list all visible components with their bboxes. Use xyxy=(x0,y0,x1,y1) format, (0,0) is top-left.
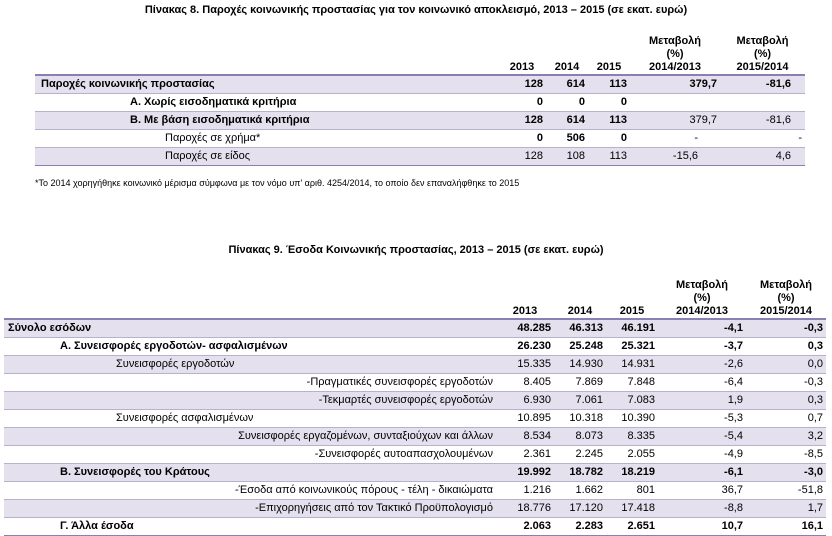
cell: -3,0 xyxy=(746,464,826,482)
cell: 36,7 xyxy=(658,482,746,500)
table8-title: Πίνακας 8. Παροχές κοινωνικής προστασίας για τον κοινωνικό αποκλεισμό, 2013 – 2015 (σε εκατ. ευρώ) xyxy=(144,4,688,16)
cell: 10,7 xyxy=(658,518,746,536)
cell: 0 xyxy=(588,94,630,112)
column-header: 2014 xyxy=(554,268,606,319)
cell: 25.321 xyxy=(606,338,658,356)
table9 xyxy=(4,268,826,536)
table8-header-row xyxy=(35,30,805,75)
row-label: Παροχές σε χρήμα* xyxy=(35,130,498,148)
cell: 19.992 xyxy=(496,464,554,482)
cell: 8.073 xyxy=(554,428,606,446)
table-row xyxy=(4,319,826,338)
row-label: -Πραγματικές συνεισφορές εργοδοτών xyxy=(4,374,496,392)
column-header: 2014 xyxy=(546,30,588,75)
row-label: -Έσοδα από κοινωνικούς πόρους - τέλη - δικαιώματα xyxy=(4,482,496,500)
cell: 14.930 xyxy=(554,356,606,374)
cell: 26.230 xyxy=(496,338,554,356)
cell: 2.283 xyxy=(554,518,606,536)
cell: -8,5 xyxy=(746,446,826,464)
row-label: Β. Συνεισφορές του Κράτους xyxy=(4,464,496,482)
cell: 0 xyxy=(498,130,546,148)
cell: 1,7 xyxy=(746,500,826,518)
cell: -51,8 xyxy=(746,482,826,500)
cell: 1,9 xyxy=(658,392,746,410)
cell: -8,8 xyxy=(658,500,746,518)
cell: 0,3 xyxy=(746,338,826,356)
table9-title: Πίνακας 9. Έσοδα Κοινωνικής προστασίας, 2013 – 2015 (σε εκατ. ευρώ) xyxy=(228,244,604,256)
row-label: -Επιχορηγήσεις από τον Τακτικό Προϋπολογισμό xyxy=(4,500,496,518)
cell: 128 xyxy=(498,112,546,130)
column-header: 2015 xyxy=(588,30,630,75)
column-header: Μεταβολή (%) 2014/2013 xyxy=(658,268,746,319)
table-row xyxy=(4,464,826,482)
table-row xyxy=(4,500,826,518)
cell: 128 xyxy=(498,148,546,166)
table-row xyxy=(35,130,805,148)
cell: -3,7 xyxy=(658,338,746,356)
row-label: Α. Χωρίς εισοδηματικά κριτήρια xyxy=(35,94,498,112)
table-row xyxy=(4,518,826,536)
table-row xyxy=(35,94,805,112)
cell: 113 xyxy=(588,148,630,166)
cell: -0,3 xyxy=(746,374,826,392)
cell: -4,1 xyxy=(658,319,746,338)
cell: 614 xyxy=(546,112,588,130)
table8 xyxy=(35,30,805,166)
cell: 0,7 xyxy=(746,410,826,428)
cell: 25.248 xyxy=(554,338,606,356)
cell: 801 xyxy=(606,482,658,500)
column-header: 2015 xyxy=(606,268,658,319)
cell: 10.318 xyxy=(554,410,606,428)
cell: -4,9 xyxy=(658,446,746,464)
cell: 128 xyxy=(498,75,546,94)
cell: 8.534 xyxy=(496,428,554,446)
column-header: 2013 xyxy=(498,30,546,75)
cell: 2.245 xyxy=(554,446,606,464)
table-row xyxy=(35,112,805,130)
cell: -81,6 xyxy=(720,75,805,94)
table-row xyxy=(4,428,826,446)
cell: 10.895 xyxy=(496,410,554,428)
cell: -5,4 xyxy=(658,428,746,446)
cell: 16,1 xyxy=(746,518,826,536)
cell: 2.651 xyxy=(606,518,658,536)
cell: -15,6 xyxy=(630,148,720,166)
cell: 18.219 xyxy=(606,464,658,482)
row-label: -Τεκμαρτές συνεισφορές εργοδοτών xyxy=(4,392,496,410)
row-label: Παροχές σε είδος xyxy=(35,148,498,166)
cell: -81,6 xyxy=(720,112,805,130)
cell: 0 xyxy=(546,94,588,112)
cell: 46.313 xyxy=(554,319,606,338)
cell: 0 xyxy=(588,130,630,148)
cell: 17.418 xyxy=(606,500,658,518)
cell: 18.776 xyxy=(496,500,554,518)
cell: 113 xyxy=(588,75,630,94)
cell: 8.405 xyxy=(496,374,554,392)
table-row xyxy=(4,446,826,464)
cell: 17.120 xyxy=(554,500,606,518)
row-label: Σύνολο εσόδων xyxy=(4,319,496,338)
cell: 0 xyxy=(498,94,546,112)
cell: 48.285 xyxy=(496,319,554,338)
row-label: Παροχές κοινωνικής προστασίας xyxy=(35,75,498,94)
row-label: -Συνεισφορές αυτοαπασχολουμένων xyxy=(4,446,496,464)
table-row xyxy=(35,148,805,166)
cell: -5,3 xyxy=(658,410,746,428)
cell: 2.361 xyxy=(496,446,554,464)
cell: 6.930 xyxy=(496,392,554,410)
cell: 15.335 xyxy=(496,356,554,374)
cell: -0,3 xyxy=(746,319,826,338)
table-row xyxy=(4,410,826,428)
cell: 7.869 xyxy=(554,374,606,392)
cell: 0,0 xyxy=(746,356,826,374)
table-row xyxy=(35,75,805,94)
cell xyxy=(720,94,805,112)
cell: -2,6 xyxy=(658,356,746,374)
row-label: Α. Συνεισφορές εργοδοτών- ασφαλισμένων xyxy=(4,338,496,356)
table-row xyxy=(4,374,826,392)
cell: 379,7 xyxy=(630,112,720,130)
cell: -6,1 xyxy=(658,464,746,482)
cell: 3,2 xyxy=(746,428,826,446)
cell: 8.335 xyxy=(606,428,658,446)
column-header: Μεταβολή (%) 2015/2014 xyxy=(720,30,805,75)
row-label: Β. Με βάση εισοδηματικά κριτήρια xyxy=(35,112,498,130)
cell: 4,6 xyxy=(720,148,805,166)
cell: 18.782 xyxy=(554,464,606,482)
cell xyxy=(630,94,720,112)
cell: 113 xyxy=(588,112,630,130)
table9-header-row xyxy=(4,268,826,319)
cell: 2.063 xyxy=(496,518,554,536)
cell: 1.662 xyxy=(554,482,606,500)
cell: 108 xyxy=(546,148,588,166)
row-label: Συνεισφορές εργαζομένων, συνταξιούχων και άλλων xyxy=(4,428,496,446)
cell: 7.061 xyxy=(554,392,606,410)
cell: 506 xyxy=(546,130,588,148)
row-label: Συνεισφορές εργοδοτών xyxy=(4,356,496,374)
cell: 2.055 xyxy=(606,446,658,464)
cell: 7.848 xyxy=(606,374,658,392)
column-header: Μεταβολή (%) 2014/2013 xyxy=(630,30,720,75)
row-label: Συνεισφορές ασφαλισμένων xyxy=(4,410,496,428)
cell: 614 xyxy=(546,75,588,94)
cell: 1.216 xyxy=(496,482,554,500)
row-label: Γ. Άλλα έσοδα xyxy=(4,518,496,536)
table-row xyxy=(4,482,826,500)
cell: 379,7 xyxy=(630,75,720,94)
cell: - xyxy=(720,130,805,148)
cell: 46.191 xyxy=(606,319,658,338)
cell: -6,4 xyxy=(658,374,746,392)
cell: 7.083 xyxy=(606,392,658,410)
cell: - xyxy=(630,130,720,148)
cell: 10.390 xyxy=(606,410,658,428)
table-row xyxy=(4,356,826,374)
cell: 14.931 xyxy=(606,356,658,374)
column-header: 2013 xyxy=(496,268,554,319)
table8-footnote: *Το 2014 χορηγήθηκε κοινωνικό μέρισμα σύμφωνα με τον νόμο υπ' αριθ. 4254/2014, το οποίο δεν επαναλήφθηκε το 2015 xyxy=(35,178,520,188)
table-row xyxy=(4,392,826,410)
column-header: Μεταβολή (%) 2015/2014 xyxy=(746,268,826,319)
cell: 0,3 xyxy=(746,392,826,410)
table-row xyxy=(4,338,826,356)
